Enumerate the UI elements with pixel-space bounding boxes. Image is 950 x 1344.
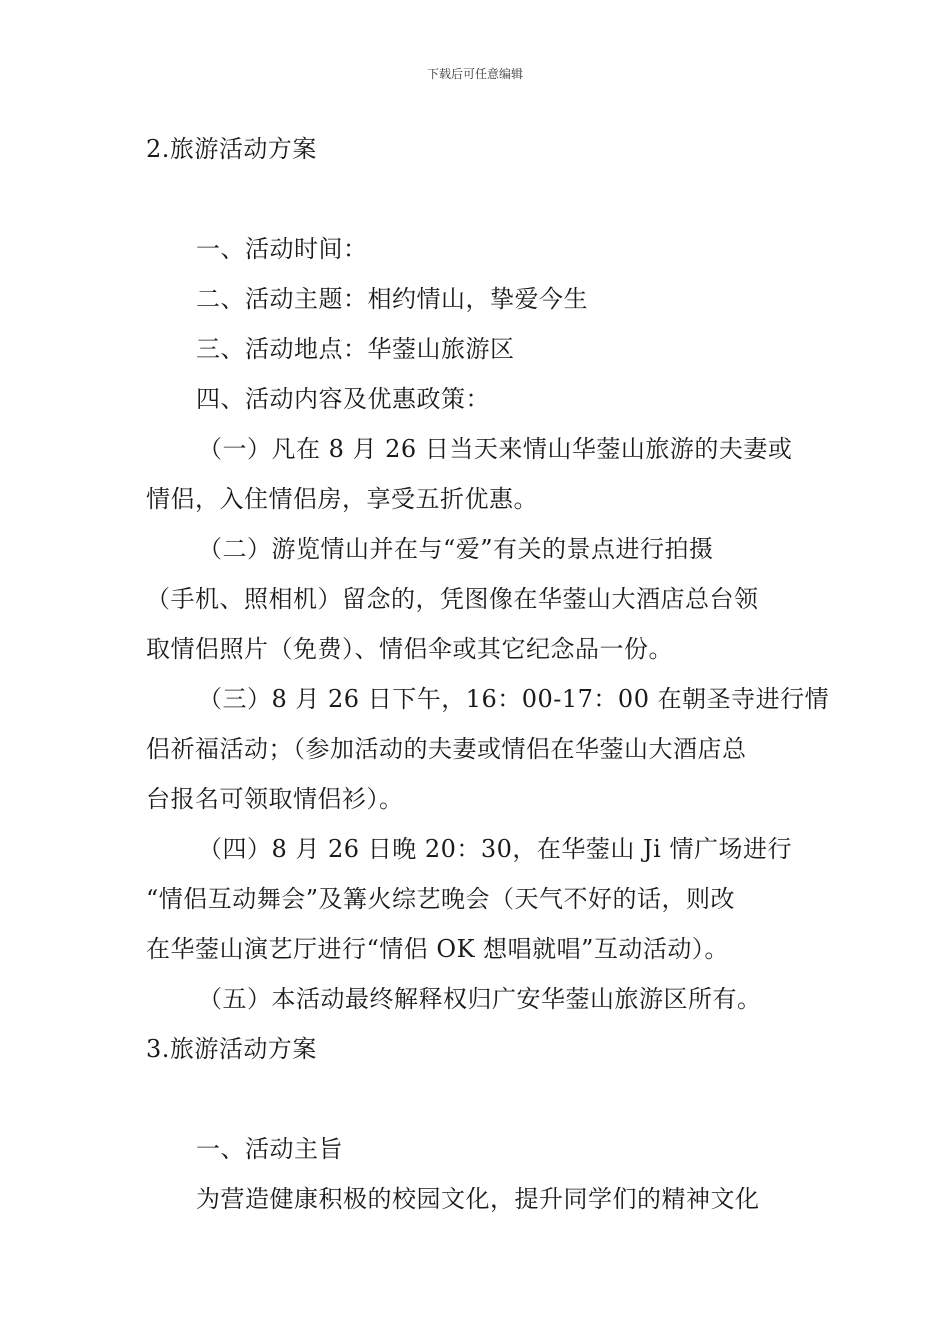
item-activity-purpose: 一、活动主旨 [196,1135,343,1163]
paragraph-line: “情侣互动舞会”及篝火综艺晚会（天气不好的话，则改 [146,885,736,913]
item-activity-location: 三、活动地点：华蓥山旅游区 [196,335,515,363]
paragraph-line: 取情侣照片（免费）、情侣伞或其它纪念品一份。 [146,635,673,663]
paragraph-line: （四）8 月 26 日晚 20：30，在华蓥山 Ji 情广场进行 [198,835,792,863]
item-activity-theme: 二、活动主题：相约情山，挚爱今生 [196,285,588,313]
section-title-3: 3.旅游活动方案 [146,1035,317,1063]
paragraph-line: （三）8 月 26 日下午，16：00-17：00 在朝圣寺进行情 [198,685,830,713]
page-header-note: 下载后可任意编辑 [426,67,523,81]
item-activity-time: 一、活动时间： [196,235,368,263]
paragraph-line: 为营造健康积极的校园文化，提升同学们的精神文化 [196,1185,760,1213]
paragraph-line: （一）凡在 8 月 26 日当天来情山华蓥山旅游的夫妻或 [198,435,793,463]
section-title-2: 2.旅游活动方案 [146,135,317,163]
paragraph-line: （二）游览情山并在与“爱”有关的景点进行拍摄 [198,535,714,563]
paragraph-line: （五）本活动最终解释权归广安华蓥山旅游区所有。 [198,985,762,1013]
paragraph-line: 台报名可领取情侣衫）。 [146,785,404,813]
paragraph-line: 在华蓥山演艺厅进行“情侣 OK 想唱就唱”互动活动）。 [146,935,729,963]
item-activity-content: 四、活动内容及优惠政策： [196,385,490,413]
paragraph-line: 情侣，入住情侣房，享受五折优惠。 [146,485,538,513]
paragraph-line: 侣祈福活动；（参加活动的夫妻或情侣在华蓥山大酒店总 [146,735,747,763]
paragraph-line: （手机、照相机）留念的，凭图像在华蓥山大酒店总台领 [146,585,759,613]
